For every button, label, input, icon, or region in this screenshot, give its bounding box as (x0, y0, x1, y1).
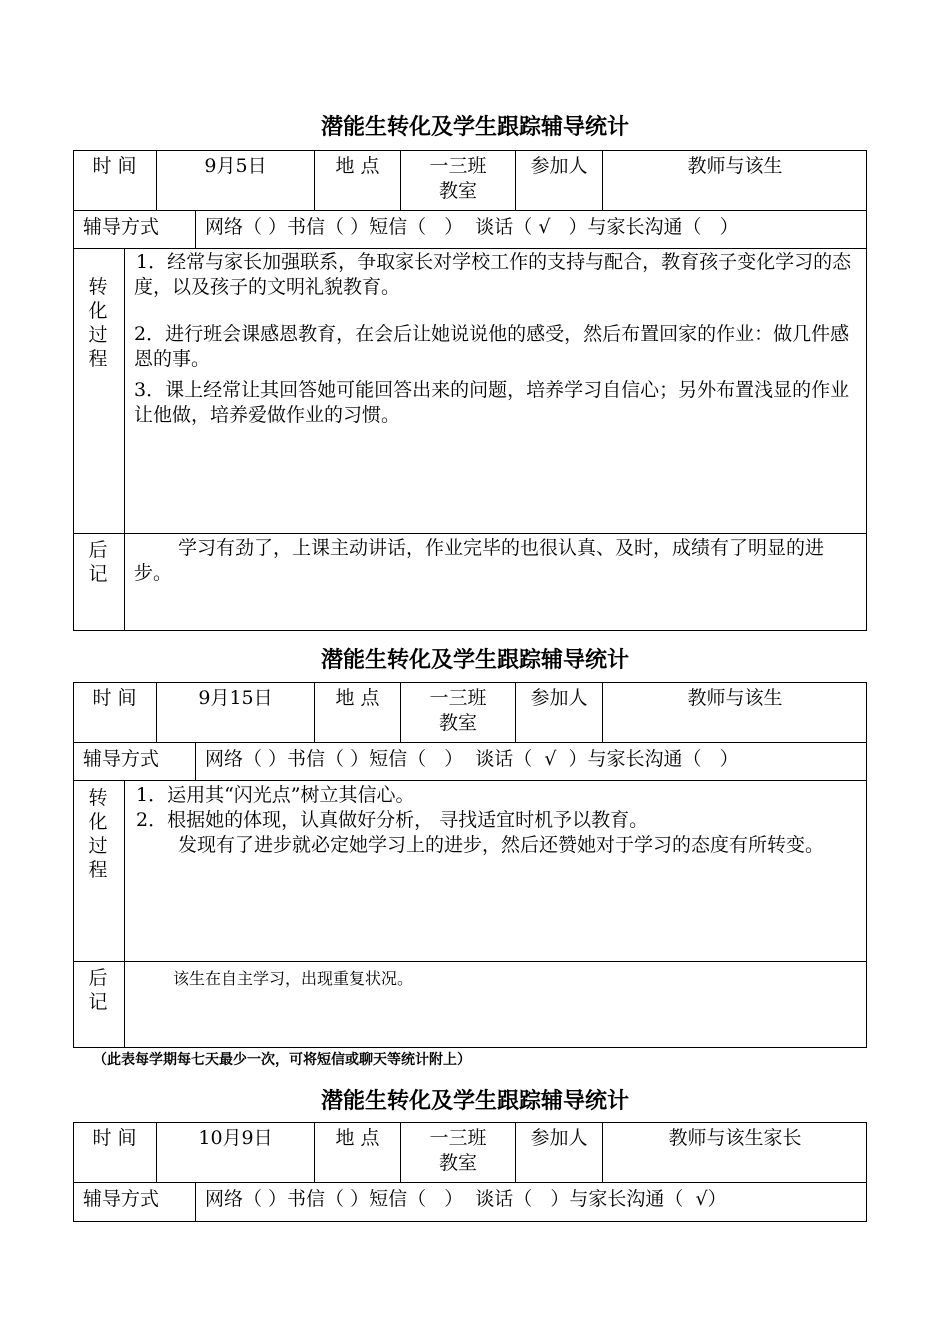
place-value: 一三班 教室 (429, 155, 487, 202)
participants-label: 参加人 (530, 687, 588, 709)
place-value: 一三班 教室 (429, 1127, 487, 1174)
time-label: 时 间 (92, 1127, 137, 1149)
record-3-title: 潜能生转化及学生跟踪辅导统计 (320, 1089, 629, 1114)
methods-options: 网络（ ）书信（ ）短信（ ） 谈话（ √ ）与家长沟通（ ） (205, 216, 739, 238)
process-step-1: 1．经常与家长加强联系，争取家长对学校工作的支持与配合，教育孩子变化学习的态度，以及孩子的文明礼貌教育。 (134, 251, 852, 298)
process-text (134, 783, 858, 858)
notes-text: 该生在自主学习，出现重复状况。 (173, 969, 414, 988)
time-label: 时 间 (92, 687, 137, 709)
methods-options: 网络（ ）书信（ ）短信（ ） 谈话（ √ ）与家长沟通（ ） (205, 748, 739, 770)
participants-value: 教师与该生家长 (668, 1127, 802, 1149)
participants-value: 教师与该生 (687, 155, 783, 177)
record-2-title: 潜能生转化及学生跟踪辅导统计 (320, 648, 629, 673)
method-label: 辅导方式 (83, 748, 160, 770)
participants-value: 教师与该生 (687, 687, 783, 709)
process-step-3: 发现有了进步就必定她学习上的进步，然后还赞她对于学习的态度有所转变。 (178, 834, 825, 856)
process-step-1: 1．运用其“闪光点”树立其信心。 (136, 784, 415, 806)
place-label: 地 点 (335, 155, 380, 177)
process-step-2: 2．根据她的体现，认真做好分析， 寻找适宜时机予以教育。 (136, 809, 649, 831)
place-label: 地 点 (335, 1127, 380, 1149)
place-value: 一三班 教室 (429, 687, 487, 734)
record-2-table (73, 682, 867, 1048)
method-label: 辅导方式 (83, 216, 160, 238)
participants-label: 参加人 (530, 1127, 588, 1149)
time-value: 9月5日 (204, 155, 267, 177)
record-3-table (73, 1122, 867, 1222)
notes-label: 后记 (88, 539, 108, 585)
time-label: 时 间 (92, 155, 137, 177)
process-step-3: 3．课上经常让其回答她可能回答出来的问题，培养学习自信心；另外布置浅显的作业让他做，培养爱做作业的习惯。 (134, 379, 850, 426)
process-text (134, 250, 858, 428)
time-value: 9月15日 (198, 687, 273, 709)
record-1-title: 潜能生转化及学生跟踪辅导统计 (320, 115, 629, 140)
time-value: 10月9日 (198, 1127, 273, 1149)
footnote: （此表每学期每七天最少一次，可将短信或聊天等统计附上） (93, 1052, 471, 1068)
record-1-table (73, 150, 867, 631)
methods-options: 网络（ ）书信（ ）短信（ ） 谈话（ ）与家长沟通（ √） (205, 1188, 727, 1210)
method-label: 辅导方式 (83, 1188, 160, 1210)
participants-label: 参加人 (530, 155, 588, 177)
place-label: 地 点 (335, 687, 380, 709)
process-label: 转化过程 (88, 276, 108, 370)
process-label: 转化过程 (88, 787, 108, 881)
notes-text: 学习有劲了，上课主动讲话，作业完毕的也很认真、及时，成绩有了明显的进步。 (134, 537, 825, 584)
notes-label: 后记 (88, 967, 108, 1013)
process-step-2: 2．进行班会课感恩教育，在会后让她说说他的感受，然后布置回家的作业：做几件感恩的事。 (134, 323, 850, 370)
